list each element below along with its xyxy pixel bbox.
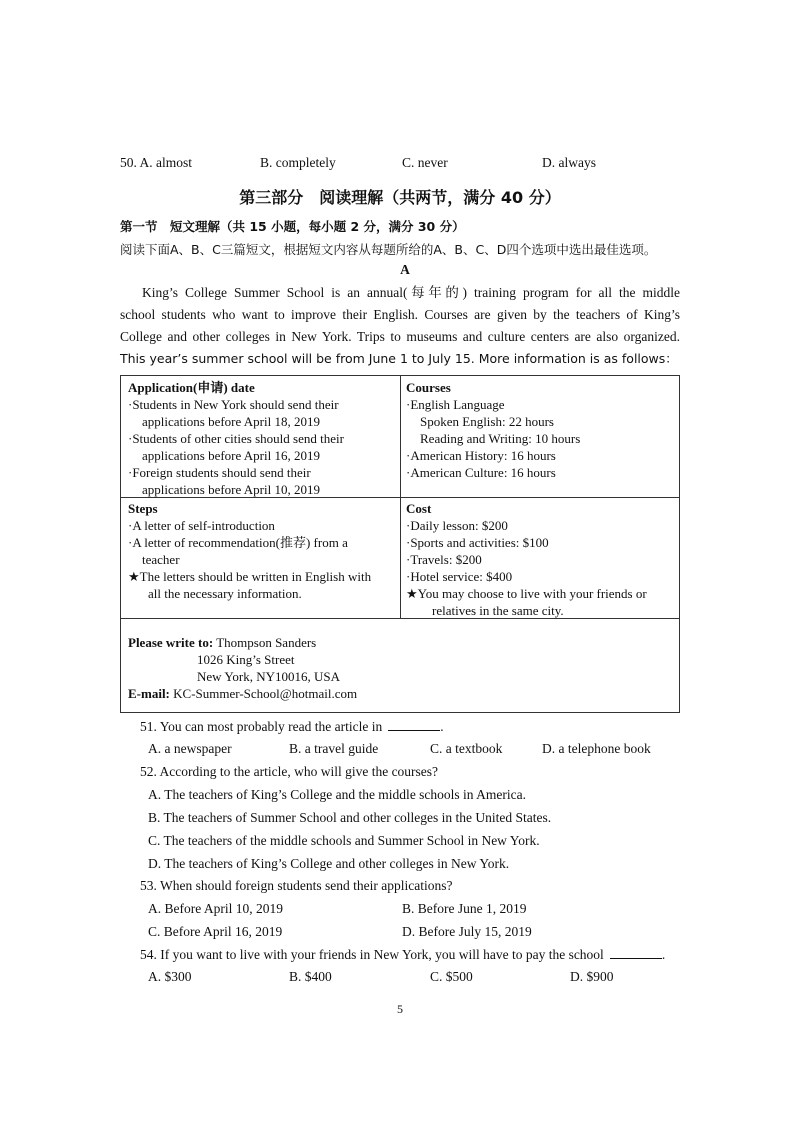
steps-line: ·A letter of recommendation(推荐) from a [128,535,348,550]
q52-option-d: D. The teachers of King’s College and other colleges in New York. [148,856,510,871]
q54-option-d: D. $900 [570,969,614,984]
question-52: 52. According to the article, who will give the courses? [140,764,439,779]
cost-line: ·Hotel service: $400 [406,569,513,584]
part-title: 第三部分 阅读理解（共两节，满分 40 分） [239,188,561,207]
q50-option-b: B. completely [260,155,336,170]
courses-line: ·American Culture: 16 hours [406,465,556,480]
application-line: applications before April 10, 2019 [142,482,320,497]
q52-option-b: B. The teachers of Summer School and other colleges in the United States. [148,810,552,825]
q54-option-a: A. $300 [148,969,192,984]
application-line: ·Foreign students should send their [128,465,311,480]
courses-cell [406,379,580,481]
contact-cell [128,634,357,702]
q52-option-a: A. The teachers of King’s College and the middle schools in America. [148,787,527,802]
courses-header: Courses [406,380,451,395]
q50-option-a: 50. A. almost [120,155,193,170]
contact-city: New York, NY10016, USA [197,669,341,684]
passage-line: school students who want to improve their English. Courses are given by the teachers of King’s [120,307,680,322]
steps-header: Steps [128,501,158,516]
passage-line: College and other colleges in New York. Trips to museums and culture centers are also organized. [120,329,680,344]
answer-blank [610,946,662,959]
q50-option-d: D. always [542,155,596,170]
q50-option-c: C. never [402,155,448,170]
steps-cell [128,500,371,602]
application-line: applications before April 18, 2019 [142,414,320,429]
section-title: 第一节 短文理解（共 15 小题，每小题 2 分，满分 30 分） [120,219,465,234]
q53-option-c: C. Before April 16, 2019 [148,924,283,939]
question-54: 54. If you want to live with your friends in New York, you will have to pay the school . [140,947,666,962]
q54-option-b: B. $400 [289,969,332,984]
q54-option-c: C. $500 [430,969,473,984]
courses-line: ·English Language [406,397,505,412]
contact-street: 1026 King’s Street [197,652,295,667]
steps-line: all the necessary information. [148,586,302,601]
application-header: Application(申请) date [128,380,255,395]
cost-line: relatives in the same city. [432,603,564,618]
application-line: ·Students in New York should send their [128,397,339,412]
q51-option-c: C. a textbook [430,741,503,756]
q53-option-a: A. Before April 10, 2019 [148,901,283,916]
application-line: ·Students of other cities should send their [128,431,344,446]
passage-letter: A [400,262,410,277]
passage-line: King’s College Summer School is an annual(每年的) training program for all the middle [142,285,680,300]
application-cell [128,379,344,498]
q51-option-b: B. a travel guide [289,741,379,756]
question-50-options [120,155,680,173]
cost-line: ·Travels: $200 [406,552,482,567]
cost-line: ★You may choose to live with your friends or [406,586,647,601]
q52-option-c: C. The teachers of the middle schools and Summer School in New York. [148,833,540,848]
cost-line: ·Daily lesson: $200 [406,518,508,533]
application-line: applications before April 16, 2019 [142,448,320,463]
courses-line: Spoken English: 22 hours [420,414,554,429]
write-to-label: Please write to: [128,635,214,650]
contact-email: KC-Summer-School@hotmail.com [173,686,358,701]
passage-line: This year’s summer school will be from June 1 to July 15. More information is as follows： [120,351,678,366]
cost-header: Cost [406,501,432,516]
question-53: 53. When should foreign students send their applications? [140,878,453,893]
q53-option-d: D. Before July 15, 2019 [402,924,532,939]
passage-text [120,282,680,370]
question-51: 51. You can most probably read the article in . [140,719,444,734]
answer-blank [388,718,440,731]
contact-name: Thompson Sanders [216,635,317,650]
q51-option-d: D. a telephone book [542,741,651,756]
q51-option-a: A. a newspaper [148,741,232,756]
steps-line: teacher [142,552,180,567]
steps-line: ·A letter of self-introduction [128,518,275,533]
courses-line: Reading and Writing: 10 hours [420,431,581,446]
email-label: E-mail: [128,686,170,701]
cost-cell [406,500,647,619]
q50-number: 50. [120,155,137,170]
page-number: 5 [397,1002,403,1016]
cost-line: ·Sports and activities: $100 [406,535,549,550]
courses-line: ·American History: 16 hours [406,448,556,463]
info-table [120,375,680,713]
question-stem: 51. You can most probably read the article in [140,719,383,734]
steps-line: ★The letters should be written in English with [128,569,372,584]
question-stem: 54. If you want to live with your friends in New York, you will have to pay the school [140,947,604,962]
q53-option-b: B. Before June 1, 2019 [402,901,527,916]
instructions: 阅读下面A、B、C三篇短文，根据短文内容从每题所给的A、B、C、D四个选项中选出最佳选项。 [120,242,657,257]
